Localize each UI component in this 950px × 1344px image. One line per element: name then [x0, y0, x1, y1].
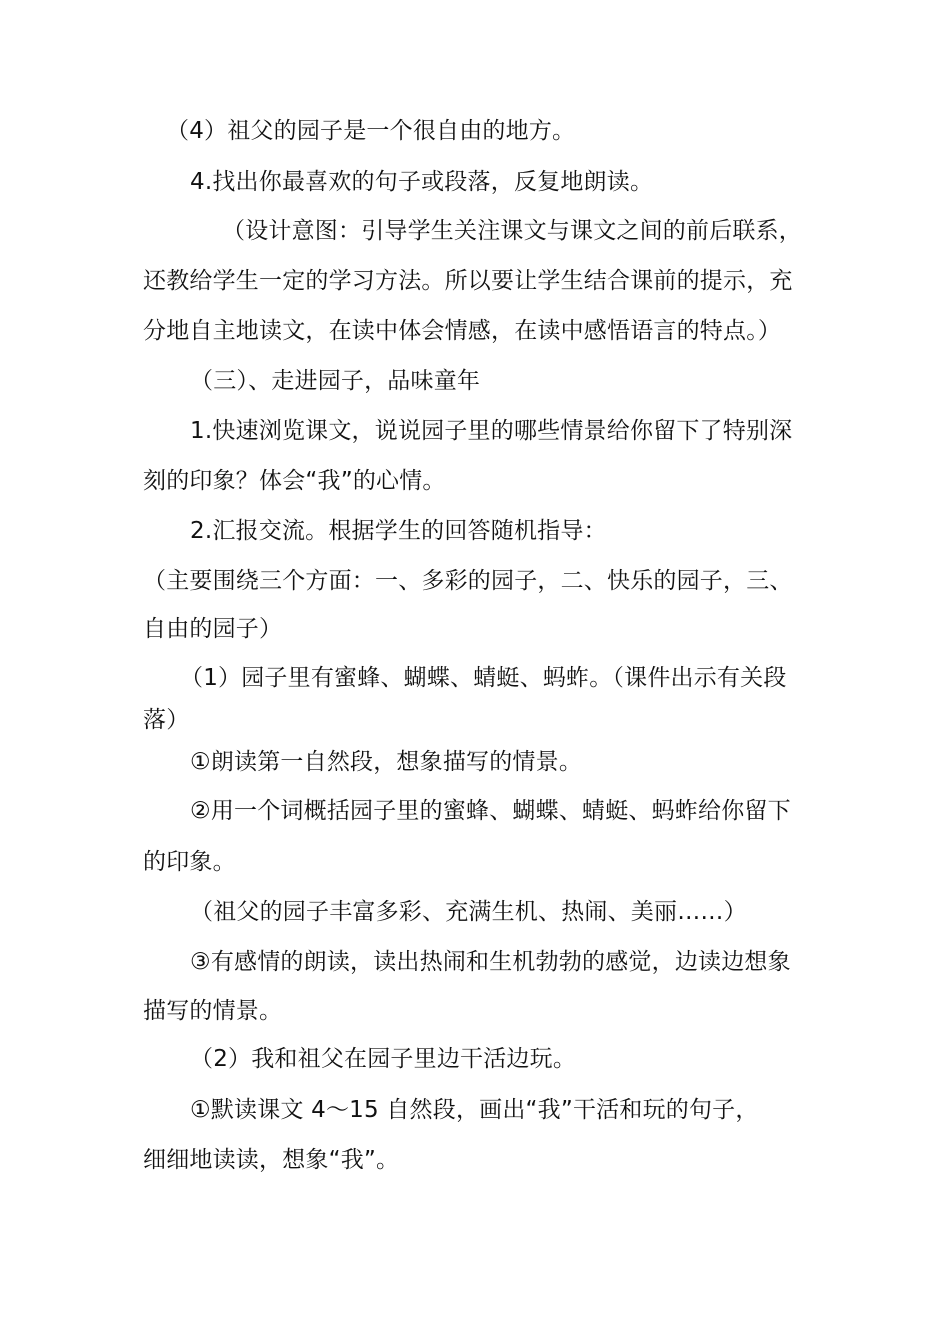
text-line: ③有感情的朗读，读出热闹和生机勃勃的感觉，边读边想象 [190, 949, 791, 975]
text-line: （设计意图：引导学生关注课文与课文之间的前后联系， [222, 218, 802, 244]
section-heading: （三）、走进园子，品味童年 [190, 368, 481, 394]
text-line: 刻的印象？体会“我”的心情。 [143, 468, 446, 494]
text-line: 1.快速浏览课文，说说园子里的哪些情景给你留下了特别深 [190, 418, 793, 444]
text-line: 描写的情景。 [143, 998, 283, 1024]
text-line: 自由的园子） [143, 616, 283, 642]
text-line: ①默读课文 4～15 自然段，画出“我”干活和玩的句子， [190, 1097, 759, 1123]
text-line: 细细地读读，想象“我”。 [143, 1147, 400, 1173]
text-line: ②用一个词概括园子里的蜜蜂、蝴蝶、蜻蜓、蚂蚱给你留下 [190, 798, 791, 824]
text-line: （4）祖父的园子是一个很自由的地方。 [166, 118, 576, 144]
text-line: 落） [143, 707, 190, 733]
text-line: 还教给学生一定的学习方法。所以要让学生结合课前的提示，充 [143, 268, 793, 294]
text-line: ①朗读第一自然段，想象描写的情景。 [190, 749, 583, 775]
text-line: （1）园子里有蜜蜂、蝴蝶、蜻蜓、蚂蚱。（课件出示有关段 [180, 665, 787, 691]
text-line: （主要围绕三个方面：一、多彩的园子，二、快乐的园子，三、 [143, 568, 793, 594]
text-line: （祖父的园子丰富多彩、充满生机、热闹、美丽……） [190, 899, 747, 925]
text-line: 的印象。 [143, 849, 236, 875]
text-line: （2）我和祖父在园子里边干活边玩。 [190, 1046, 577, 1072]
text-line: 分地自主地读文，在读中体会情感，在读中感悟语言的特点。） [143, 318, 782, 344]
text-line: 2.汇报交流。根据学生的回答随机指导： [190, 518, 607, 544]
text-line: 4.找出你最喜欢的句子或段落，反复地朗读。 [190, 169, 654, 195]
